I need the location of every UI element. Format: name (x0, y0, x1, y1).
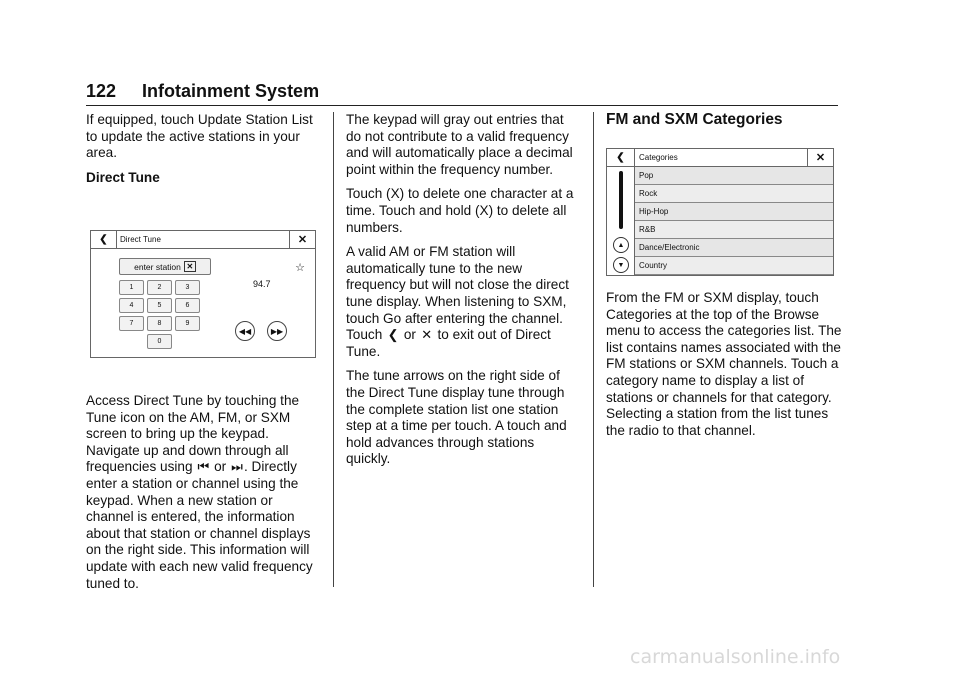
direct-tune-title: Direct Tune (120, 235, 161, 244)
categories-title: Categories (639, 153, 678, 162)
access-text-a: Access Direct Tune by touching the Tune icon on the AM, FM, or SXM screen to bring up the keypad. Navigate up and down through all frequencies using (86, 393, 300, 475)
key-4: 4 (119, 298, 144, 313)
close-icon: ✕ (289, 231, 315, 248)
delete-icon: ✕ (184, 261, 196, 272)
page-header (86, 82, 838, 106)
frequency-readout: 94.7 (253, 279, 271, 289)
close-inline-icon: ✕ (421, 327, 433, 343)
key-1: 1 (119, 280, 144, 295)
seek-down-icon: ◀◀ (235, 321, 255, 341)
direct-tune-figure (90, 230, 316, 358)
key-5: 5 (147, 298, 172, 313)
key-9: 9 (175, 316, 200, 331)
valid-station-paragraph (346, 244, 582, 360)
column-1 (86, 112, 322, 194)
categories-paragraph: From the FM or SXM display, touch Categories at the top of the Browse menu to access the categories list. The list contains names associated with the FM stations or SXM channels. Touch a category name to display a list of stations or channels for that category. Selecting a station from the list tunes the radio to that channel. (606, 290, 842, 438)
favorite-star-icon: ☆ (295, 262, 305, 274)
close-icon: ✕ (807, 149, 833, 166)
back-icon: ❮ (607, 149, 634, 167)
keypad-paragraph: The keypad will gray out entries that do not contribute to a valid frequency and will automatically place a decimal point within the frequency number. (346, 112, 573, 177)
scrollbar-track (619, 171, 623, 229)
column-3 (606, 112, 842, 137)
enter-station-field (119, 258, 211, 275)
categories-left-rail (607, 149, 635, 275)
access-text-b: . Directly enter a station or channel using the keypad. When a new station or channel is entered, the information about that station or channel displays on the right side. This information will update with each new valid frequency tuned to. (86, 459, 313, 591)
categories-figure (606, 148, 834, 276)
watermark: carmanualsonline.info (630, 646, 841, 668)
column-1-lower (86, 393, 322, 600)
delete-paragraph: Touch (X) to delete one character at a time. Touch and hold (X) to delete all numbers. (346, 186, 574, 235)
key-6: 6 (175, 298, 200, 313)
column-divider-1 (333, 112, 334, 587)
page-number: 122 (86, 81, 117, 101)
page-title: Infotainment System (142, 81, 320, 101)
direct-tune-subhead: Direct Tune (86, 169, 160, 185)
key-0: 0 (147, 334, 172, 349)
seek-up-icon: ▶▶ (267, 321, 287, 341)
key-8: 8 (147, 316, 172, 331)
valid-text-a: A valid AM or FM station will automatically tune to the new frequency but will not close the direct tune display. When listening to SXM, touch Go after entering the channel. Touch (346, 244, 569, 343)
list-item: Pop (635, 167, 833, 185)
seek-down-inline-icon: ⏮ (197, 459, 210, 475)
direct-tune-titlebar (91, 231, 315, 249)
column-3-lower (606, 290, 842, 447)
valid-text-b: to exit out of Direct Tune. (346, 327, 551, 359)
scroll-down-icon: ▼ (613, 257, 629, 273)
seek-up-inline-icon: ⏭ (231, 459, 243, 475)
categories-titlebar (635, 149, 833, 167)
scroll-up-icon: ▲ (613, 237, 629, 253)
column-divider-2 (593, 112, 594, 587)
key-2: 2 (147, 280, 172, 295)
categories-list (635, 167, 833, 275)
column-2 (346, 112, 582, 476)
list-item: R&B (635, 221, 833, 239)
valid-text-or: or (403, 327, 416, 343)
list-item: Rock (635, 185, 833, 203)
back-icon: ❮ (91, 231, 117, 248)
update-station-paragraph: If equipped, touch Update Station List to update the active stations in your area. (86, 112, 313, 161)
list-item: Dance/Electronic (635, 239, 833, 257)
back-inline-icon: ❮ (387, 327, 399, 343)
key-7: 7 (119, 316, 144, 331)
categories-section-title: FM and SXM Categories (606, 111, 783, 128)
enter-station-label: enter station (134, 261, 181, 272)
tune-arrows-paragraph: The tune arrows on the right side of the Direct Tune display tune through the complete station list one station step at a time per touch. A touch and hold advances through stations quickly. (346, 368, 567, 467)
list-item: Hip-Hop (635, 203, 833, 221)
key-3: 3 (175, 280, 200, 295)
access-direct-tune-paragraph (86, 393, 322, 592)
access-text-or: or (214, 459, 227, 475)
list-item: Country (635, 257, 833, 275)
